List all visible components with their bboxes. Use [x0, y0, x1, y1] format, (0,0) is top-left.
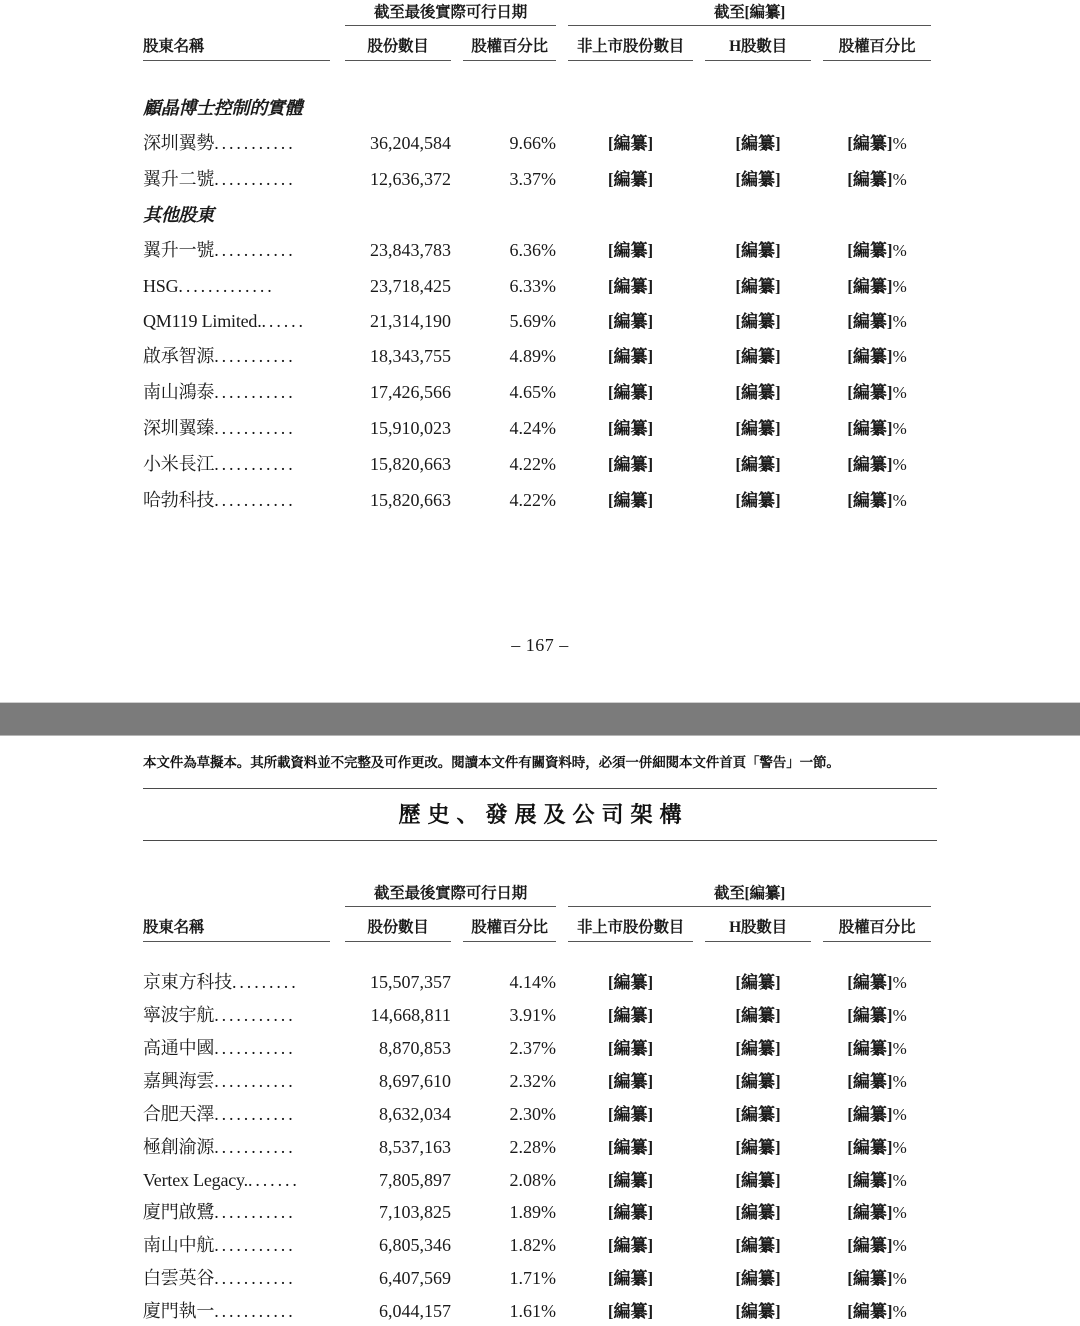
share-count-cell: 12,636,372 [370, 169, 451, 189]
shareholder-name-cell [143, 481, 339, 517]
dot-leader: ........... [214, 382, 296, 402]
table-column-header-row [143, 26, 937, 60]
share-percent-2-cell: [編纂]% [847, 972, 907, 992]
table-row [143, 481, 937, 517]
redacted-token: [編纂] [847, 383, 893, 402]
unlisted-share-count-cell: [編纂] [607, 277, 654, 296]
share-percent-cell: 4.22% [509, 490, 557, 510]
h-share-count-cell: [編纂] [735, 1137, 781, 1157]
unlisted-share-count-cell: [編纂] [607, 241, 654, 260]
h-share-count-cell: [編纂] [735, 383, 781, 402]
column-header-share-percent-2a: 股權百分比 [471, 919, 548, 936]
redacted-token: [編纂] [847, 1005, 893, 1025]
shareholder-name: 深圳翼臻 [143, 418, 215, 438]
table-body-page-167 [143, 89, 937, 517]
unlisted-share-count-cell: [編纂] [607, 419, 654, 438]
table-row [143, 1162, 937, 1194]
shareholder-name: HSG [143, 276, 179, 296]
table-row [143, 160, 937, 196]
table-row [143, 231, 937, 267]
share-percent-cell: 4.24% [509, 418, 557, 438]
share-percent-2-cell: [編纂]% [847, 1301, 907, 1321]
shareholder-table-page-next [143, 881, 937, 1326]
table-row [143, 1293, 937, 1326]
group-header-spacer-2 [143, 881, 339, 906]
unlisted-share-count-cell: [編纂] [607, 1137, 654, 1157]
table-group-header-row-2 [143, 881, 937, 906]
redacted-token: [編纂] [847, 1235, 893, 1255]
share-count-cell: 7,805,897 [379, 1169, 451, 1190]
unlisted-share-count-cell: [編纂] [607, 347, 654, 366]
shareholder-name-cell [143, 997, 339, 1030]
share-percent-2-cell: [編纂]% [847, 347, 907, 366]
share-percent-cell: 3.37% [509, 169, 557, 189]
shareholder-name-cell [143, 1260, 339, 1293]
share-count-cell: 21,314,190 [370, 311, 451, 331]
shareholder-name-cell [143, 445, 339, 481]
share-percent-cell: 5.69% [509, 311, 557, 331]
share-percent-cell: 6.36% [509, 240, 557, 260]
dot-leader: ........... [214, 169, 296, 189]
table-row [143, 1030, 937, 1063]
column-header-unlisted-share-count-2: 非上市股份數目 [576, 919, 685, 936]
dot-leader: ........... [214, 1267, 296, 1288]
group-header-as-of-redacted-2: 截至[編纂] [713, 885, 786, 902]
unlisted-share-count-cell: [編纂] [607, 1170, 654, 1190]
group-header-as-of-latest-2: 截至最後實際可行日期 [374, 885, 528, 902]
shareholder-table-page-167 [143, 0, 937, 517]
table-header-gap [143, 61, 937, 89]
share-percent-cell: 2.30% [509, 1103, 557, 1124]
redacted-token: [編纂] [847, 312, 893, 331]
share-percent-cell: 4.22% [509, 454, 557, 474]
share-percent-2-cell: [編纂]% [847, 1104, 907, 1124]
unlisted-share-count-cell: [編纂] [607, 1038, 654, 1058]
share-percent-cell: 2.37% [509, 1037, 557, 1058]
table-row [143, 302, 937, 337]
shareholder-name-cell [143, 267, 339, 302]
share-percent-cell: 4.65% [509, 382, 557, 402]
share-count-cell: 6,044,157 [379, 1300, 451, 1321]
redacted-token: [編纂] [847, 491, 893, 510]
shareholder-name-cell [143, 337, 339, 373]
pre-break-whitespace [0, 656, 1080, 702]
redacted-token: [編纂] [847, 1170, 893, 1190]
column-header-h-share-count: H股數目 [729, 38, 787, 55]
shareholder-name: Vertex Legacy. [143, 1169, 248, 1190]
shareholder-name: 哈勃科技 [143, 490, 215, 510]
h-share-count-cell: [編纂] [735, 1104, 781, 1124]
group-header-as-of-latest: 截至最後實際可行日期 [374, 4, 528, 21]
share-count-cell: 6,407,569 [379, 1267, 451, 1288]
redacted-token: [編纂] [847, 1301, 893, 1321]
share-percent-cell: 1.82% [509, 1234, 557, 1255]
share-percent-2-cell: [編纂]% [847, 1038, 907, 1058]
share-count-cell: 15,507,357 [370, 971, 451, 992]
shareholder-name: 深圳翼勢 [143, 133, 215, 153]
share-percent-2-cell: [編纂]% [847, 1071, 907, 1091]
shareholder-name: 寧波宇航 [143, 1004, 215, 1025]
column-header-share-percent-2: 股權百分比 [838, 38, 916, 55]
shareholder-name: 廈門啟鷺 [143, 1201, 215, 1222]
share-percent-cell: 4.14% [509, 971, 557, 992]
unlisted-share-count-cell: [編纂] [607, 1104, 654, 1124]
page-content-area-2 [143, 736, 937, 1326]
unlisted-share-count-cell: [編纂] [607, 491, 654, 510]
table-group-title-row [143, 89, 937, 124]
shareholder-name-cell [143, 373, 339, 409]
share-percent-cell: 2.32% [509, 1070, 557, 1091]
dot-leader: ........... [214, 1300, 296, 1321]
redacted-token: [編纂] [847, 1202, 893, 1222]
table-row [143, 124, 937, 160]
table-row [143, 1260, 937, 1293]
column-header-share-percent-2b: 股權百分比 [838, 919, 916, 936]
unlisted-share-count-cell: [編纂] [607, 1005, 654, 1025]
column-header-share-count: 股份數目 [367, 38, 429, 55]
table-row [143, 409, 937, 445]
share-percent-2-cell: [編纂]% [847, 134, 907, 153]
dot-leader: ........... [214, 418, 296, 438]
share-count-cell: 7,103,825 [379, 1201, 451, 1222]
column-header-share-count-2: 股份數目 [367, 919, 429, 936]
group-header-spacer [143, 0, 339, 25]
share-percent-cell: 1.61% [509, 1300, 557, 1321]
share-percent-2-cell: [編纂]% [847, 1005, 907, 1025]
unlisted-share-count-cell: [編纂] [607, 1268, 654, 1288]
h-share-count-cell: [編纂] [735, 134, 781, 153]
redacted-token: [編纂] [847, 455, 893, 474]
h-share-count-cell: [編纂] [735, 347, 781, 366]
share-percent-2-cell: [編纂]% [847, 312, 907, 331]
unlisted-share-count-cell: [編纂] [607, 312, 654, 331]
share-count-cell: 8,870,853 [379, 1037, 451, 1058]
share-percent-2-cell: [編纂]% [847, 383, 907, 402]
shareholder-name-cell [143, 1096, 339, 1129]
unlisted-share-count-cell: [編纂] [607, 1202, 654, 1222]
h-share-count-cell: [編纂] [735, 241, 781, 260]
share-percent-2-cell: [編纂]% [847, 277, 907, 296]
h-share-count-cell: [編纂] [735, 1235, 781, 1255]
share-count-cell: 15,820,663 [370, 490, 451, 510]
group-title-text: 顧晶博士控制的實體 [143, 98, 303, 118]
share-count-cell: 14,668,811 [370, 1004, 451, 1025]
shareholder-name: 極創渝源 [143, 1136, 215, 1157]
share-percent-2-cell: [編纂]% [847, 241, 907, 260]
dot-leader: ........... [214, 1004, 296, 1025]
shareholder-name-cell [143, 1129, 339, 1162]
table-row [143, 997, 937, 1030]
h-share-count-cell: [編纂] [735, 1170, 781, 1190]
redacted-token: [編纂] [847, 277, 893, 296]
redacted-token: [編纂] [847, 347, 893, 366]
share-percent-cell: 9.66% [509, 133, 557, 153]
dot-leader: ........... [214, 346, 296, 366]
group-header-as-of-redacted: 截至[編纂] [713, 4, 786, 21]
h-share-count-cell: [編纂] [735, 1005, 781, 1025]
h-share-count-cell: [編纂] [735, 455, 781, 474]
redacted-token: [編纂] [847, 1104, 893, 1124]
draft-disclaimer: 本文件為草擬本。其所載資料並不完整及可作更改。閱讀本文件有關資料時，必須一併細閱本文件首頁「警告」一節。 [143, 755, 840, 770]
shareholder-name: 合肥天澤 [143, 1103, 215, 1124]
dot-leader: ........... [214, 1201, 296, 1222]
h-share-count-cell: [編纂] [735, 419, 781, 438]
redacted-token: [編纂] [847, 1268, 893, 1288]
dot-leader: ........... [214, 1234, 296, 1255]
page-bottom-whitespace [143, 517, 937, 635]
shareholder-name-cell [143, 1063, 339, 1096]
page-content-area [143, 0, 937, 656]
unlisted-share-count-cell: [編纂] [607, 1301, 654, 1321]
dot-leader: ........... [214, 240, 296, 260]
h-share-count-cell: [編纂] [735, 491, 781, 510]
shareholder-name: 嘉興海雲 [143, 1070, 215, 1091]
document-page-next [0, 736, 1080, 1326]
unlisted-share-count-cell: [編纂] [607, 1071, 654, 1091]
h-share-count-cell: [編纂] [735, 972, 781, 992]
share-count-cell: 17,426,566 [370, 382, 451, 402]
share-percent-2-cell: [編纂]% [847, 170, 907, 189]
share-percent-cell: 2.28% [509, 1136, 557, 1157]
shareholder-name: 翼升一號 [143, 240, 215, 260]
section-title: 歷史、發展及公司架構 [398, 802, 689, 827]
shareholder-name: 廈門執一 [143, 1300, 215, 1321]
share-count-cell: 6,805,346 [379, 1234, 451, 1255]
shareholder-name-cell [143, 124, 339, 160]
shareholder-name-cell [143, 231, 339, 267]
shareholder-name: 高通中國 [143, 1037, 215, 1058]
share-count-cell: 15,820,663 [370, 454, 451, 474]
share-count-cell: 8,632,034 [379, 1103, 451, 1124]
page-break-separator [0, 702, 1080, 736]
share-count-cell: 8,537,163 [379, 1136, 451, 1157]
shareholder-name-cell [143, 302, 339, 337]
shareholder-name: 翼升二號 [143, 169, 215, 189]
column-header-shareholder-name-2: 股東名稱 [143, 919, 205, 936]
table-row [143, 267, 937, 302]
table-body-page-next [143, 964, 937, 1326]
table-row [143, 337, 937, 373]
dot-leader: ............. [178, 276, 275, 296]
share-percent-cell: 2.08% [509, 1169, 557, 1190]
share-count-cell: 8,697,610 [379, 1070, 451, 1091]
dot-leader: ........... [214, 1037, 296, 1058]
h-share-count-cell: [編纂] [735, 277, 781, 296]
share-percent-cell: 6.33% [509, 276, 557, 296]
shareholder-name: 小米長江 [143, 454, 215, 474]
unlisted-share-count-cell: [編纂] [607, 134, 654, 153]
unlisted-share-count-cell: [編纂] [607, 455, 654, 474]
table-row [143, 1063, 937, 1096]
dot-leader: ........... [214, 1070, 296, 1091]
table-row [143, 373, 937, 409]
share-percent-2-cell: [編纂]% [847, 1137, 907, 1157]
shareholder-name: 南山鴻泰 [143, 382, 215, 402]
document-page-167 [0, 0, 1080, 656]
table-header-2 [143, 881, 937, 964]
dot-leader: ........... [214, 1103, 296, 1124]
table-row [143, 1194, 937, 1227]
unlisted-share-count-cell: [編纂] [607, 972, 654, 992]
shareholder-name-cell [143, 409, 339, 445]
table-column-header-row-2 [143, 907, 937, 941]
table-group-header-row [143, 0, 937, 25]
dot-leader: ...... [261, 311, 306, 331]
h-share-count-cell: [編纂] [735, 170, 781, 189]
dot-leader: ........... [214, 1136, 296, 1157]
shareholder-name: 南山中航 [143, 1234, 215, 1255]
h-share-count-cell: [編纂] [735, 1301, 781, 1321]
h-share-count-cell: [編纂] [735, 1202, 781, 1222]
dot-leader: ......... [232, 971, 299, 992]
h-share-count-cell: [編纂] [735, 1038, 781, 1058]
dot-leader: ........... [214, 133, 296, 153]
h-share-count-cell: [編纂] [735, 312, 781, 331]
column-header-unlisted-share-count: 非上市股份數目 [576, 38, 685, 55]
shareholder-name-cell [143, 160, 339, 196]
table-row [143, 1129, 937, 1162]
dot-leader: ........... [214, 490, 296, 510]
section-title-container [143, 788, 937, 841]
table-row [143, 964, 937, 997]
share-count-cell: 23,843,783 [370, 240, 451, 260]
shareholder-name-cell [143, 1162, 339, 1194]
table-row [143, 445, 937, 481]
table-header-gap-2 [143, 942, 937, 964]
share-count-cell: 36,204,584 [370, 133, 451, 153]
share-percent-cell: 1.89% [509, 1201, 557, 1222]
share-percent-cell: 4.89% [509, 346, 557, 366]
redacted-token: [編纂] [847, 1071, 893, 1091]
share-count-cell: 23,718,425 [370, 276, 451, 296]
page-number: – 167 – [511, 635, 569, 655]
column-header-share-percent: 股權百分比 [471, 38, 548, 55]
redacted-token: [編纂] [847, 419, 893, 438]
redacted-token: [編纂] [847, 1137, 893, 1157]
dot-leader: ........... [214, 454, 296, 474]
share-percent-cell: 1.71% [509, 1267, 557, 1288]
share-percent-2-cell: [編纂]% [847, 491, 907, 510]
share-percent-2-cell: [編纂]% [847, 455, 907, 474]
redacted-token: [編纂] [847, 1038, 893, 1058]
redacted-token: [編纂] [847, 241, 893, 260]
shareholder-name: 京東方科技 [143, 971, 232, 992]
share-percent-2-cell: [編纂]% [847, 1202, 907, 1222]
share-count-cell: 18,343,755 [370, 346, 451, 366]
share-percent-2-cell: [編纂]% [847, 1268, 907, 1288]
unlisted-share-count-cell: [編纂] [607, 170, 654, 189]
shareholder-name-cell [143, 964, 339, 997]
table-header [143, 0, 937, 89]
share-percent-2-cell: [編纂]% [847, 1235, 907, 1255]
shareholder-name: 白雲英谷 [143, 1267, 215, 1288]
shareholder-name-cell [143, 1194, 339, 1227]
shareholder-name-cell [143, 1030, 339, 1063]
share-percent-cell: 3.91% [509, 1004, 557, 1025]
table-group-title-row [143, 196, 937, 231]
column-header-h-share-count-2: H股數目 [729, 919, 787, 936]
shareholder-name: QM119 Limited. [143, 311, 262, 331]
table-row [143, 1227, 937, 1260]
redacted-token: [編纂] [847, 134, 893, 153]
redacted-token: [編纂] [847, 170, 893, 189]
share-count-cell: 15,910,023 [370, 418, 451, 438]
redacted-token: [編纂] [847, 972, 893, 992]
dot-leader: ....... [247, 1169, 300, 1190]
shareholder-name: 啟承智源 [143, 346, 215, 366]
unlisted-share-count-cell: [編纂] [607, 1235, 654, 1255]
share-percent-2-cell: [編纂]% [847, 1170, 907, 1190]
shareholder-name-cell [143, 1293, 339, 1326]
share-percent-2-cell: [編纂]% [847, 419, 907, 438]
shareholder-name-cell [143, 1227, 339, 1260]
h-share-count-cell: [編纂] [735, 1071, 781, 1091]
unlisted-share-count-cell: [編纂] [607, 383, 654, 402]
h-share-count-cell: [編纂] [735, 1268, 781, 1288]
column-header-shareholder-name: 股東名稱 [143, 38, 205, 55]
table-row [143, 1096, 937, 1129]
group-title-text: 其他股東 [143, 205, 214, 225]
